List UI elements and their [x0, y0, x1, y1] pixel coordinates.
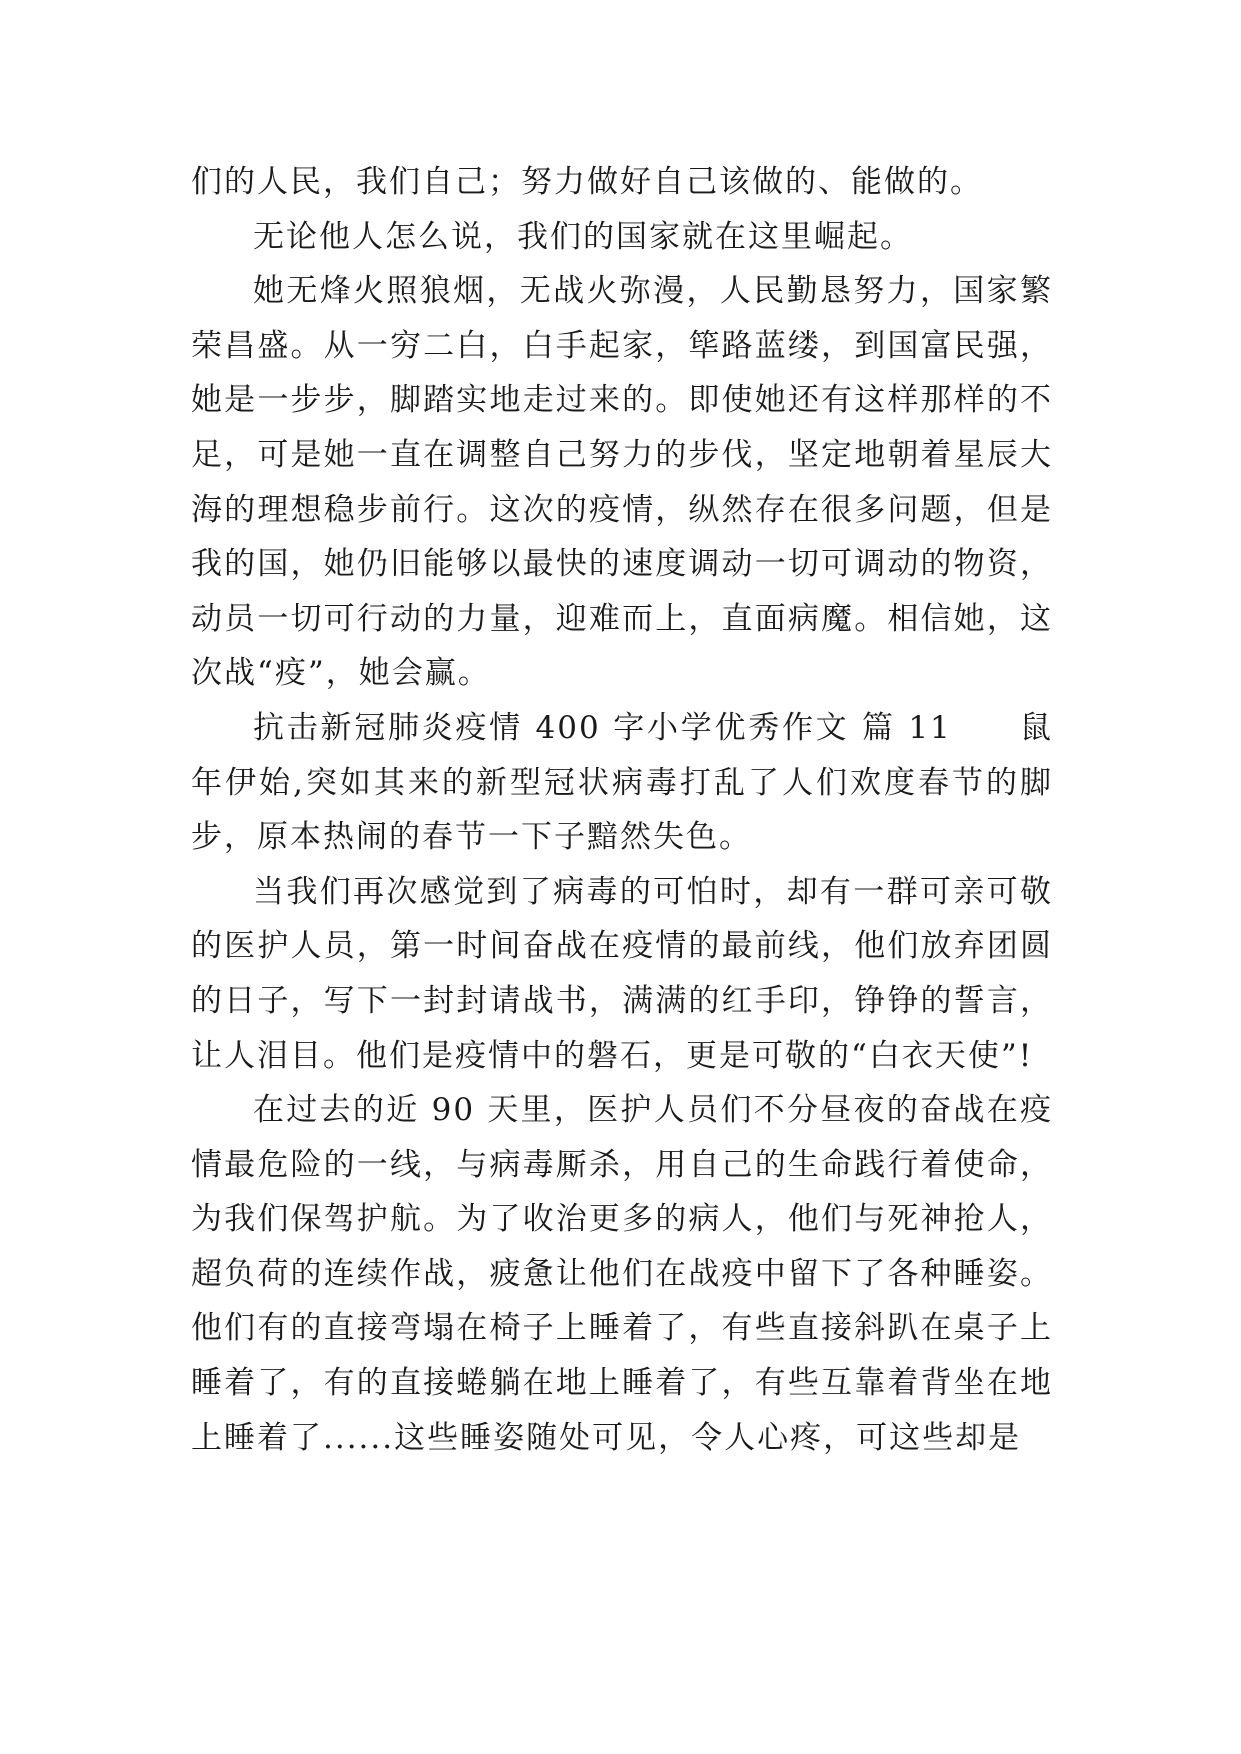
paragraph-essay-heading: 抗击新冠肺炎疫情 400 字小学优秀作文 篇 11 鼠年伊始,突如其来的新型冠状病毒打乱了人们欢度春节的脚步，原本热闹的春节一下子黯然失色。 [191, 709, 1053, 856]
paragraph-continuation: 们的人民，我们自己；努力做好自己该做的、能做的。 [191, 164, 983, 200]
paragraph: 在过去的近 90 天里，医护人员们不分昼夜的奋战在疫情最危险的一线，与病毒厮杀，用自己的生命践行着使命，为我们保驾护航。为了收治更多的病人，他们与死神抢人，超负荷的连续作战，疲惫让他们在战疫中留下了各种睡姿。他们有的直接弯塌在椅子上睡着了，有些直接斜趴在桌子上睡着了，有的直接蜷躺在地上睡着了，有些互靠着背坐在地上睡着了......这些睡姿随处可见，令人心疼，可这些却是 [191, 1092, 1053, 1456]
paragraph: 她无烽火照狼烟，无战火弥漫，人民勤恳努力，国家繁荣昌盛。从一穷二白，白手起家，筚路蓝缕，到国富民强，她是一步步，脚踏实地走过来的。即使她还有这样那样的不足，可是她一直在调整自己努力的步伐，坚定地朝着星辰大海的理想稳步前行。这次的疫情，纵然存在很多问题，但是我的国，她仍旧能够以最快的速度调动一切可调动的物资，动员一切可行动的力量，迎难而上，直面病魔。相信她，这次战“疫”，她会赢。 [191, 273, 1053, 692]
paragraph: 当我们再次感觉到了病毒的可怕时，却有一群可亲可敬的医护人员，第一时间奋战在疫情的最前线，他们放弃团圆的日子，写下一封封请战书，满满的红手印，铮铮的誓言，让人泪目。他们是疫情中的磐石，更是可敬的“白衣天使”! [191, 873, 1053, 1074]
paragraph: 无论他人怎么说，我们的国家就在这里崛起。 [253, 218, 913, 255]
document-body [191, 155, 1053, 1465]
